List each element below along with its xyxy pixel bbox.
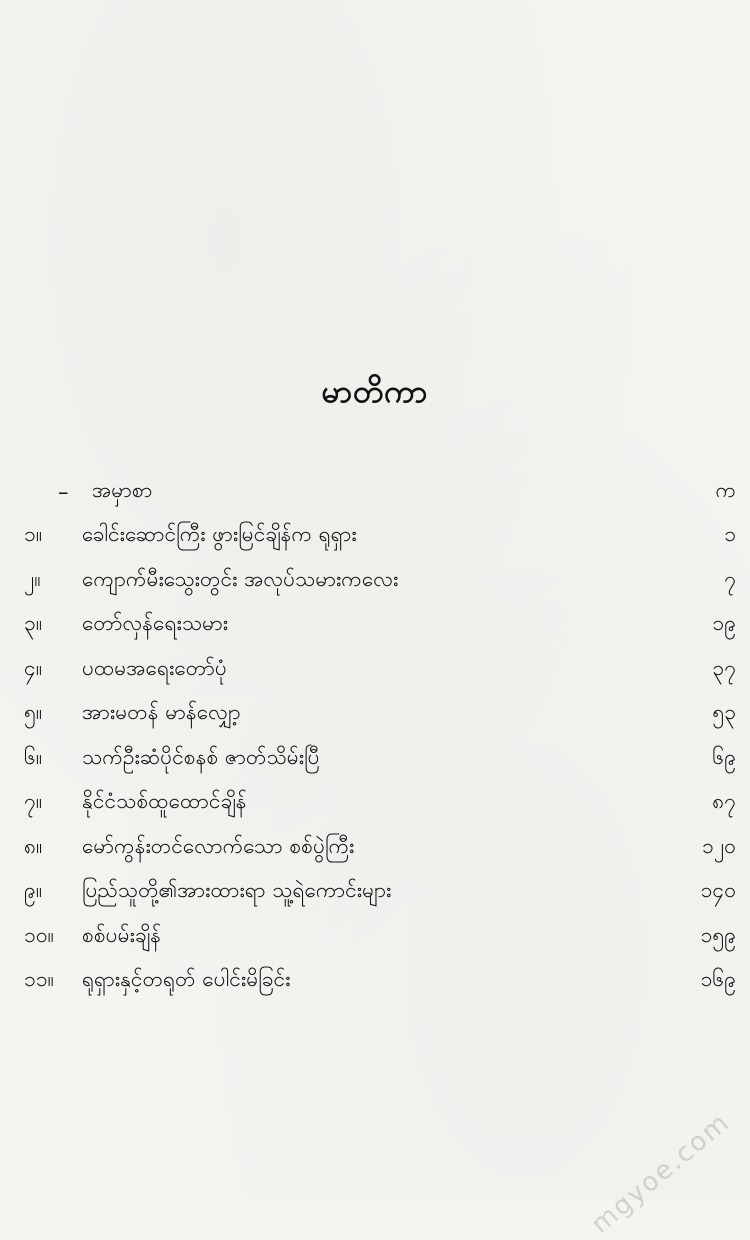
toc-entry [24,648,740,693]
toc-entry-page: ၁၅၉ [700,922,736,947]
toc-entry-number: ၁။ [24,522,43,547]
toc-entry-number: ၁၀။ [24,922,54,947]
toc-entry-title: နိုင်ငံသစ်ထူထောင်ချိန် [82,789,247,814]
toc-entry-number: ၅။ [24,700,43,725]
toc-entry-title: ရုရှားနှင့်တရုတ် ပေါင်းမိခြင်း [82,967,291,992]
toc-entry-page: ၁၉ [712,611,736,636]
toc-entry-title: အမှာစာ [92,477,153,502]
toc-entry-number: ၄။ [24,655,43,680]
toc-entry [24,604,740,649]
toc-entry-number: ၈။ [24,833,43,858]
toc-entry-number: ၇။ [24,789,43,814]
toc-entry-page: ၁၂၀ [702,833,736,858]
toc-entry-number: ၁၁။ [24,967,54,992]
toc-entry [24,915,740,960]
toc-entry [24,515,740,560]
toc-entry-page: ၈၇ [712,789,736,814]
toc-entry [24,782,740,827]
toc-entry-title: ပထမအရေးတော်ပုံ [82,655,227,680]
toc-entry-page: ၅၃ [712,700,736,725]
toc-entry-title: စစ်ပမ်းချိန် [82,922,161,947]
toc-entry [24,737,740,782]
toc-entry-page: က [715,477,736,502]
toc-entry-page: ၁၆၉ [700,967,736,992]
toc-entry-number: ၉။ [24,878,43,903]
toc-entry-title: ပြည်သူတို့၏အားထားရာ သူ့ရဲကောင်းများ [82,878,392,903]
toc-entry-number: ၃။ [24,611,43,636]
toc-entry-page: ၁ [724,522,736,547]
toc-entry [24,960,740,1005]
toc-entry [24,826,740,871]
toc-entry-title: တော်လှန်ရေးသမား [82,611,229,636]
toc-entry-title: ခေါင်းဆောင်ကြီး ဖွားမြင်ချိန်က ရုရှား [82,522,357,547]
toc-title: မာတိကာ [321,374,429,410]
toc-entry-title: သက်ဦးဆံပိုင်စနစ် ဇာတ်သိမ်းပြီ [82,744,320,769]
toc-entry [24,470,740,515]
table-of-contents [24,470,740,1004]
toc-entry-page: ၇ [724,566,736,591]
toc-entry [24,693,740,738]
toc-entry-page: ၆၉ [712,744,736,769]
toc-entry [24,559,740,604]
toc-entry-title: အားမတန် မာန်လျှော့ [82,700,241,725]
toc-entry-number: ၂။ [24,566,41,591]
toc-entry-title: ကျောက်မီးသွေးတွင်း အလုပ်သမားကလေး [82,566,399,591]
toc-entry-number: – [58,480,69,505]
watermark: mgyoe.com [585,1107,736,1240]
toc-entry-number: ၆။ [24,744,43,769]
toc-entry-title: မော်ကွန်းတင်လောက်သော စစ်ပွဲကြီး [82,833,355,858]
toc-entry-page: ၃၇ [712,655,736,680]
toc-entry-page: ၁၄၀ [700,878,736,903]
toc-entry [24,871,740,916]
